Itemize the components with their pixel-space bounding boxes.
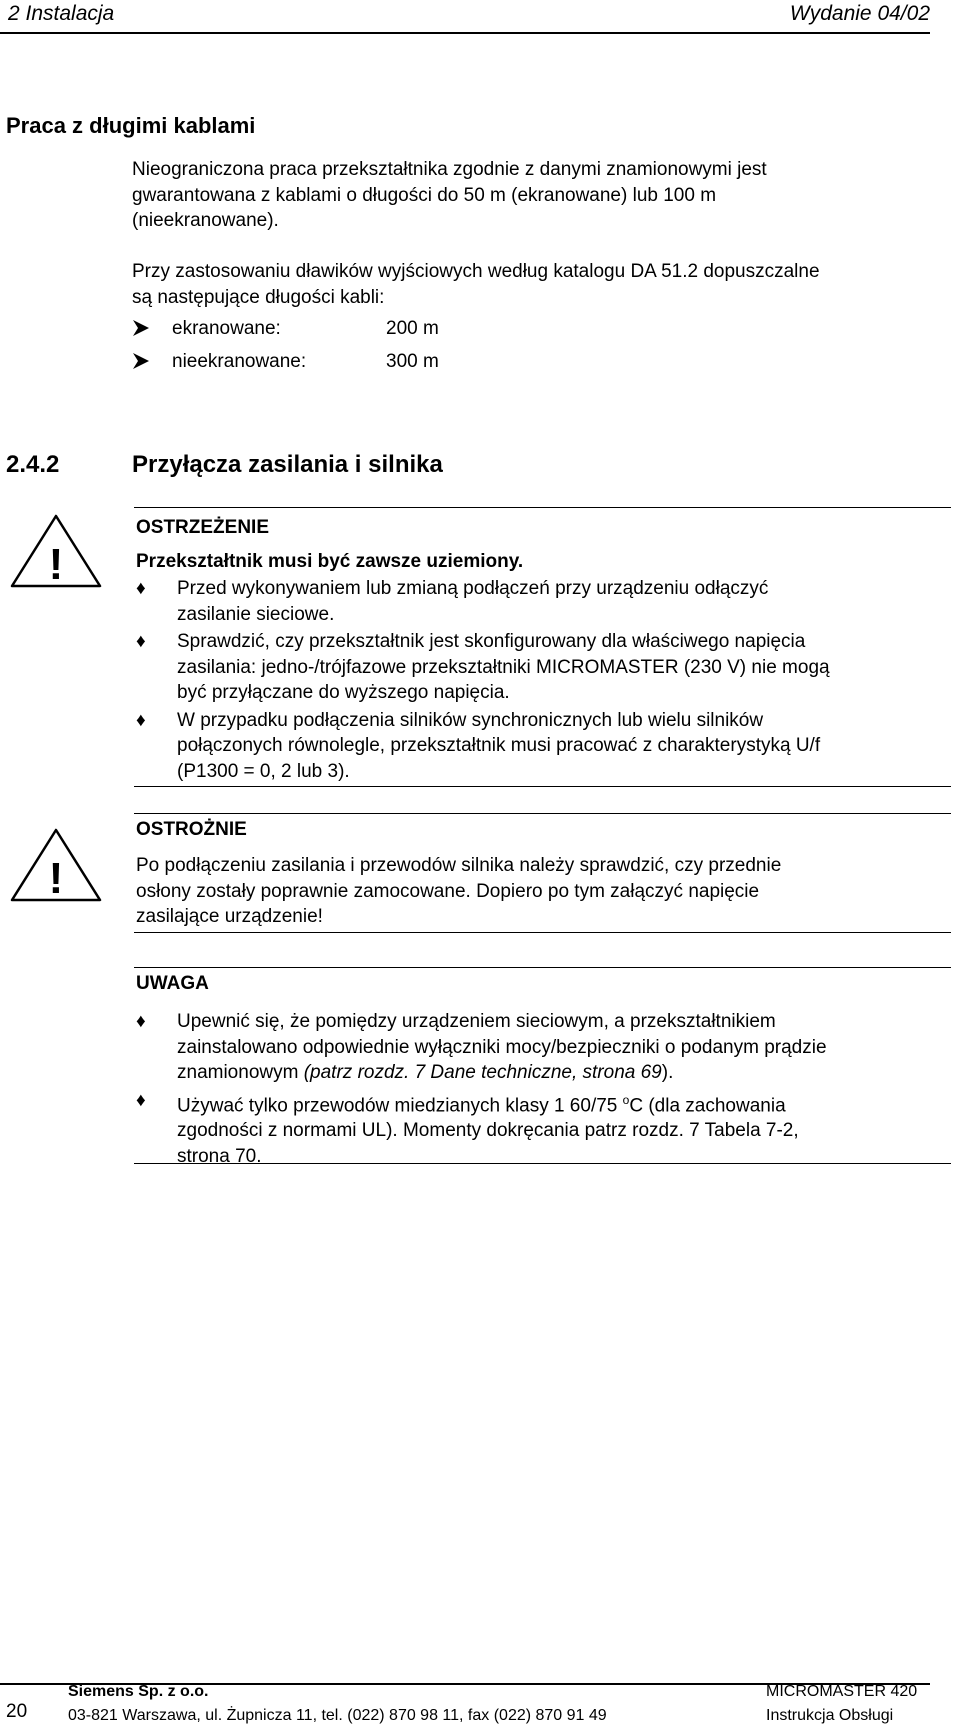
text-line: być przyłączane do wyższego napięcia. — [177, 682, 510, 703]
cross-reference-link[interactable]: (patrz rozdz. 7 Dane techniczne, strona 69 — [303, 1062, 662, 1083]
footer-doc: Instrukcja Obsługi — [766, 1707, 894, 1724]
note-top-rule — [134, 967, 951, 968]
footer-company: Siemens Sp. z o.o. — [68, 1683, 209, 1700]
text-line: Sprawdzić, czy przekształtnik jest skonfigurowany dla właściwego napięcia — [177, 631, 806, 652]
warning-bottom-rule — [134, 786, 951, 787]
list-item — [132, 349, 632, 382]
list-item — [136, 708, 946, 785]
degree-superscript: o — [622, 1092, 630, 1107]
list-item — [136, 576, 946, 627]
section-number: 2.4.2 — [6, 451, 60, 478]
warning-list — [136, 576, 946, 784]
text-line: zainstalowano odpowiednie wyłączniki mocy/bezpieczniki o podanym prądzie — [177, 1036, 827, 1058]
footer-product: MICROMASTER 420 — [766, 1683, 918, 1700]
warning-bold-line: Przekształtnik musi być zawsze uziemiony. — [136, 551, 524, 572]
text-span: Używać tylko przewodów miedzianych klasy 1 60/75 — [177, 1094, 623, 1116]
diamond-bullet-icon: ♦ — [136, 709, 146, 731]
diamond-bullet-icon: ♦ — [136, 631, 146, 652]
footer-company-block — [68, 1680, 688, 1728]
diamond-bullet-icon: ♦ — [136, 1089, 146, 1111]
caution-title: OSTROŻNIE — [136, 819, 247, 840]
cable-type-label: nieekranowane: — [172, 351, 307, 372]
long-cables-paragraph-1 — [132, 157, 932, 234]
text-line: (P1300 = 0, 2 lub 3). — [177, 760, 350, 782]
cable-length-list — [132, 316, 632, 382]
warning-title: OSTRZEŻENIE — [136, 517, 270, 538]
note-title: UWAGA — [136, 973, 209, 994]
text-line: Nieograniczona praca przekształtnika zgodnie z danymi znamionowymi jest — [132, 159, 767, 180]
note-bottom-rule — [134, 1163, 951, 1164]
page-header — [0, 0, 930, 34]
diamond-bullet-icon: ♦ — [136, 1011, 146, 1032]
cable-length-value: 200 m — [386, 318, 439, 339]
arrow-bullet-icon — [132, 319, 150, 337]
text-line: zasilające urządzenie! — [136, 906, 323, 927]
long-cables-title: Praca z długimi kablami — [6, 113, 256, 138]
text-span: ). — [661, 1062, 674, 1083]
text-line — [177, 1060, 946, 1086]
header-chapter: 2 Instalacja — [8, 2, 115, 25]
diamond-bullet-icon: ♦ — [136, 578, 146, 599]
text-line: połączonych równolegle, przekształtnik musi pracować z charakterystyką U/f — [177, 735, 821, 756]
text-line: W przypadku podłączenia silników synchronicznych lub wielu silników — [177, 709, 764, 731]
note-list — [136, 1009, 946, 1169]
list-item — [136, 629, 946, 706]
warning-top-rule — [134, 507, 951, 508]
cable-type-label: ekranowane: — [172, 318, 281, 339]
text-line: Upewnić się, że pomiędzy urządzeniem sieciowym, a przekształtnikiem — [177, 1011, 776, 1032]
footer-product-block — [766, 1680, 946, 1728]
footer-address: 03-821 Warszawa, ul. Żupnicza 11, tel. (022) 870 98 11, fax (022) 870 91 49 — [68, 1707, 607, 1724]
text-line: zasilania: jedno-/trójfazowe przekształtniki MICROMASTER (230 V) nie mogą — [177, 656, 830, 678]
text-line: Przy zastosowaniu dławików wyjściowych według katalogu DA 51.2 dopuszczalne — [132, 261, 820, 282]
text-line: są następujące długości kabli: — [132, 286, 385, 308]
text-line: Po podłączeniu zasilania i przewodów silnika należy sprawdzić, czy przednie — [136, 855, 782, 876]
text-line: Przed wykonywaniem lub zmianą podłączeń przy urządzeniu odłączyć — [177, 578, 769, 599]
arrow-bullet-icon — [132, 352, 150, 370]
caution-top-rule — [134, 813, 951, 814]
list-item — [136, 1009, 946, 1086]
text-span: znamionowym — [177, 1062, 304, 1083]
section-title: Przyłącza zasilania i silnika — [132, 451, 443, 478]
caution-text — [136, 853, 946, 930]
list-item — [132, 316, 632, 349]
caution-bottom-rule — [134, 932, 951, 933]
svg-text:!: ! — [48, 854, 64, 903]
text-line: zasilanie sieciowe. — [177, 603, 335, 625]
text-line: strona 70. — [177, 1145, 262, 1167]
warning-triangle-icon — [9, 513, 103, 589]
text-line: gwarantowana z kablami o długości do 50 m (ekranowane) lub 100 m — [132, 184, 717, 206]
long-cables-paragraph-2 — [132, 259, 932, 310]
cable-length-value: 300 m — [386, 351, 439, 372]
text-line: zgodności z normami UL). Momenty dokręcania patrz rozdz. 7 Tabela 7-2, — [177, 1120, 799, 1142]
text-line: (nieekranowane). — [132, 210, 279, 231]
caution-triangle-icon — [9, 827, 103, 903]
header-edition: Wydanie 04/02 — [789, 2, 930, 25]
svg-text:!: ! — [48, 540, 64, 589]
text-line: osłony zostały poprawnie zamocowane. Dopiero po tym załączyć napięcie — [136, 880, 760, 902]
list-item — [136, 1088, 946, 1170]
text-span: C (dla zachowania — [629, 1094, 786, 1116]
text-line — [177, 1088, 946, 1119]
page-number: 20 — [6, 1701, 28, 1722]
